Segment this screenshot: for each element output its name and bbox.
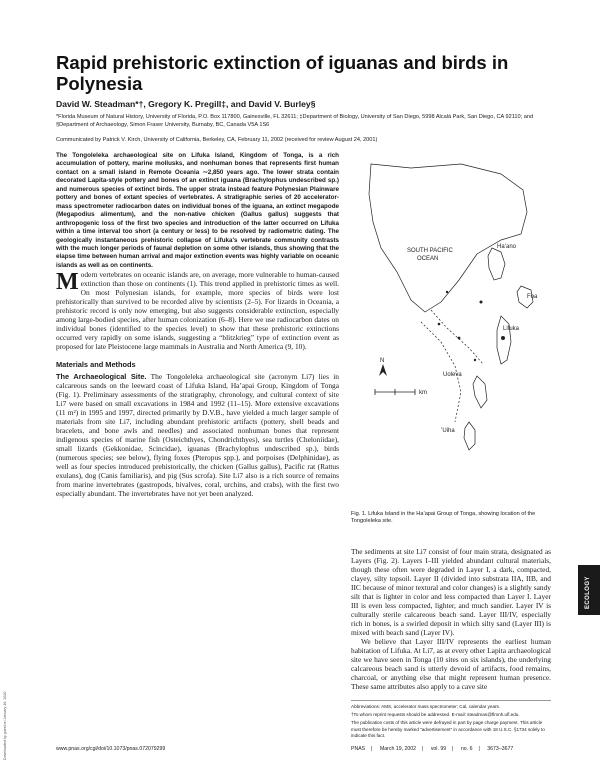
section-tab <box>578 565 600 615</box>
map-label-uiha: ’Uiha <box>441 428 455 434</box>
scale-bar <box>375 389 427 396</box>
footer-doi-link[interactable]: www.pnas.org/cgi/doi/10.1073/pnas.072079299 <box>56 746 166 752</box>
scale-bar-unit: km <box>419 390 427 396</box>
map-label-ocean: OCEAN <box>417 256 439 262</box>
reef-line-2 <box>431 310 483 364</box>
island-uiha <box>464 422 475 450</box>
section-tab-label: ECOLOGY <box>585 576 591 609</box>
affiliations: *Florida Museum of Natural History, University of Florida, P.O. Box 117800, Gainesville, FL 32611; ‡Department of Biology, University of San Diego, 5998 Alcalá Park, San Diego, CA 92110; and §Department of Archaeology, Simon Fraser University, Burnaby, BC, Canada V5A 1S6 <box>56 114 534 128</box>
island-coastline-upper <box>369 164 527 312</box>
download-watermark-text: Downloaded by guest on January 16, 2020 <box>3 691 7 760</box>
islet-3 <box>438 323 441 326</box>
footer-date: March 19, 2002 <box>379 746 416 752</box>
map-label-haano: Ha’ano <box>497 244 517 250</box>
intro-text: odern vertebrates on oceanic islands are, on average, more vulnerable to human-caused extinction than those on continents (1). This trend applied in prehistoric times as well. On most Polynesian islands, for example, more species of birds were lost prehistorically than survived to be recorded alive by scientists (2–5). For lizards in Oceania, a prehistoric record is only now emerging, but also suggests considerable extinction, especially among large-bodied species, after human colonization (6–8). Here we use radiocarbon dates on individual bones (identified to the species level) to show that these prehistoric extinctions occurred very rapidly on some islands, suggesting a “blitzkrieg” type of extinction event as proposed for late Pleistocene large mammals in Australia and North America (9, 10). <box>56 270 339 351</box>
map-label-south-pacific: SOUTH PACIFIC <box>407 248 453 254</box>
north-arrow-label: N <box>380 358 385 364</box>
figure-1-map <box>351 152 551 502</box>
footer-journal: PNAS <box>351 746 366 752</box>
right-paragraph-1: The sediments at site Li7 consist of four main strata, designated as Layers (Fig. 2). Layers I–III yielded abundant cultural materials, though these often were degraded in Layer I, a dark, compacted, clayey, silty topsoil. Layer II (divided into substrata IIA, IIB, and IIC because of minor textural and color changes) is a slightly sandy silt that is lighter in color and less compacted than Layer I. Layer III is even less compacted, lighter, and much sandier. Layer IV is culturally sterile calcareous beach sand. Layer III/IV, especially rich in bones, is a swirled deposit in which silty sand (Layer III) is mixed with beach sand (Layer IV). <box>351 547 551 637</box>
communicated-line: Communicated by Patrick V. Kirch, University of California, Berkeley, CA, February 11, 2002 (received for review August 24, 2001) <box>56 137 378 143</box>
footnote-page-charges: The publication costs of this article were defrayed in part by page charge payment. This article must therefore be hereby marked “advertisement” in accordance with 18 U.S.C. §1734 solely to indicate this fact. <box>351 720 545 738</box>
right-paragraph-2: We believe that Layer III/IV represents the earliest human habitation of Lifuka. At Li7, as at every other Lapita archaeological site we have seen in Tonga (10 sites on six islands), the underlying calcareous beach sand is utterly devoid of artifacts, food remains, charcoal, or anything else that might represent human presence. These same attributes also apply to a cave site <box>351 637 551 691</box>
subsection-heading: The Archaeological Site. <box>56 372 147 381</box>
footer-pages: 3673–3677 <box>487 746 514 752</box>
footnotes <box>351 700 551 741</box>
footnote-abbreviations: Abbreviations: AMS, accelerator mass spectrometer; Cal, calendar years. <box>351 704 501 709</box>
islet-2 <box>446 291 448 293</box>
section-heading-methods: Materials and Methods <box>56 360 136 369</box>
article-title: Rapid prehistoric extinction of iguanas and birds in Polynesia <box>56 52 509 94</box>
footer-citation: PNAS | March 19, 2002 | vol. 99 | no. 6 | 3673–3677 <box>351 746 514 752</box>
map-label-foa: Foa <box>527 294 538 300</box>
methods-paragraph <box>56 372 339 498</box>
author-list: David W. Steadman*†, Gregory K. Pregill‡, and David V. Burley§ <box>56 99 316 109</box>
islet-1 <box>480 301 483 304</box>
island-haano <box>488 248 505 280</box>
right-body-column <box>351 547 551 691</box>
tongoleleka-site-marker <box>501 336 505 340</box>
island-lifuka <box>497 316 511 364</box>
footer-volume: vol. 99 <box>430 746 447 752</box>
map-label-uoleva: Uoleva <box>443 372 462 378</box>
island-uoleva <box>473 376 487 408</box>
left-body-column <box>56 270 339 498</box>
abstract: The Tongoleleka archaeological site on Lifuka Island, Kingdom of Tonga, is a rich accumulation of pottery, marine mollusks, and nonhuman bones that represents first human contact on a small island in Remote Oceania ∼2,850 years ago. The lower strata contain decorated Lapita-style pottery and bones of an extinct iguana (Brachylophus undescribed sp.) and numerous species of extinct birds. The upper strata instead feature Polynesian Plainware pottery and bones of extant species of vertebrates. A stratigraphic series of 20 accelerator-mass spectrometer radiocarbon dates on individual bones of the iguana, an extinct megapode (Megapodius alimentum), and the non-native chicken (Gallus gallus) suggests that anthropogenic loss of the first two species and introduction of the latter occurred on Lifuka within a time interval too short (a century or less) to be resolved by radiometric dating. The geologically instantaneous prehistoric collapse of Lifuka's vertebrate community contrasts with the much longer periods of faunal depletion on some other islands, thus showing that the elapse time between human arrival and major extinction events was highly variable on oceanic islands as well as on continents. <box>56 152 339 269</box>
map-label-lifuka: Lifuka <box>503 326 520 332</box>
footnote-reprints: †To whom reprint requests should be addressed. E-mail: steadman@flmnh.ufl.edu. <box>351 712 520 718</box>
north-arrow <box>379 358 387 376</box>
islet-4 <box>458 337 461 340</box>
methods-text: The Tongoleleka archaeological site (acronym Li7) lies in calcareous sands on the leeward coast of Lifuka Island, Ha’apai Group, Kingdom of Tonga (Fig. 1). Preliminary assessments of the stratigraphy, chronology, and cultural context of site Li7 were based on small excavations in 1984 and 1992 (11–15). More extensive excavations (11 m²) in 1995 and 1997, directed primarily by D.V.B., have yielded a much larger sample of materials from site Li7, including abundant prehistoric artifacts (pottery, shell beads and bracelets, and bone awls and needles) and associated nonhuman bones that represent indigenous species of marine fish (Osteichthyes, Chondrichthyes), sea turtles (Cheloniidae), small lizards (Gekkonidae, Scincidae), iguanas (Brachylophus undescribed sp.), birds (numerous species; see below), flying foxes (Pteropus spp.), and porpoises (Delphinidae), as well as four species introduced prehistorically, the chicken (Gallus gallus), Pacific rat (Rattus exulans), dog (Canis familiaris), and pig (Sus scrofa). Site Li7 also is a rich source of remains from marine invertebrates (gastropods, bivalves, coral, urchins, and crabs), with the first two especially abundant. The invertebrates have not yet been analyzed. <box>56 372 339 498</box>
intro-paragraph <box>56 270 339 351</box>
footer-issue: no. 6 <box>460 746 473 752</box>
download-watermark <box>3 691 11 760</box>
drop-cap: M <box>56 269 79 295</box>
islet-5 <box>474 359 476 361</box>
figure-caption: Fig. 1. Lifuka Island in the Ha’apai Group of Tonga, showing location of the Tongoleleka site. <box>351 511 536 525</box>
